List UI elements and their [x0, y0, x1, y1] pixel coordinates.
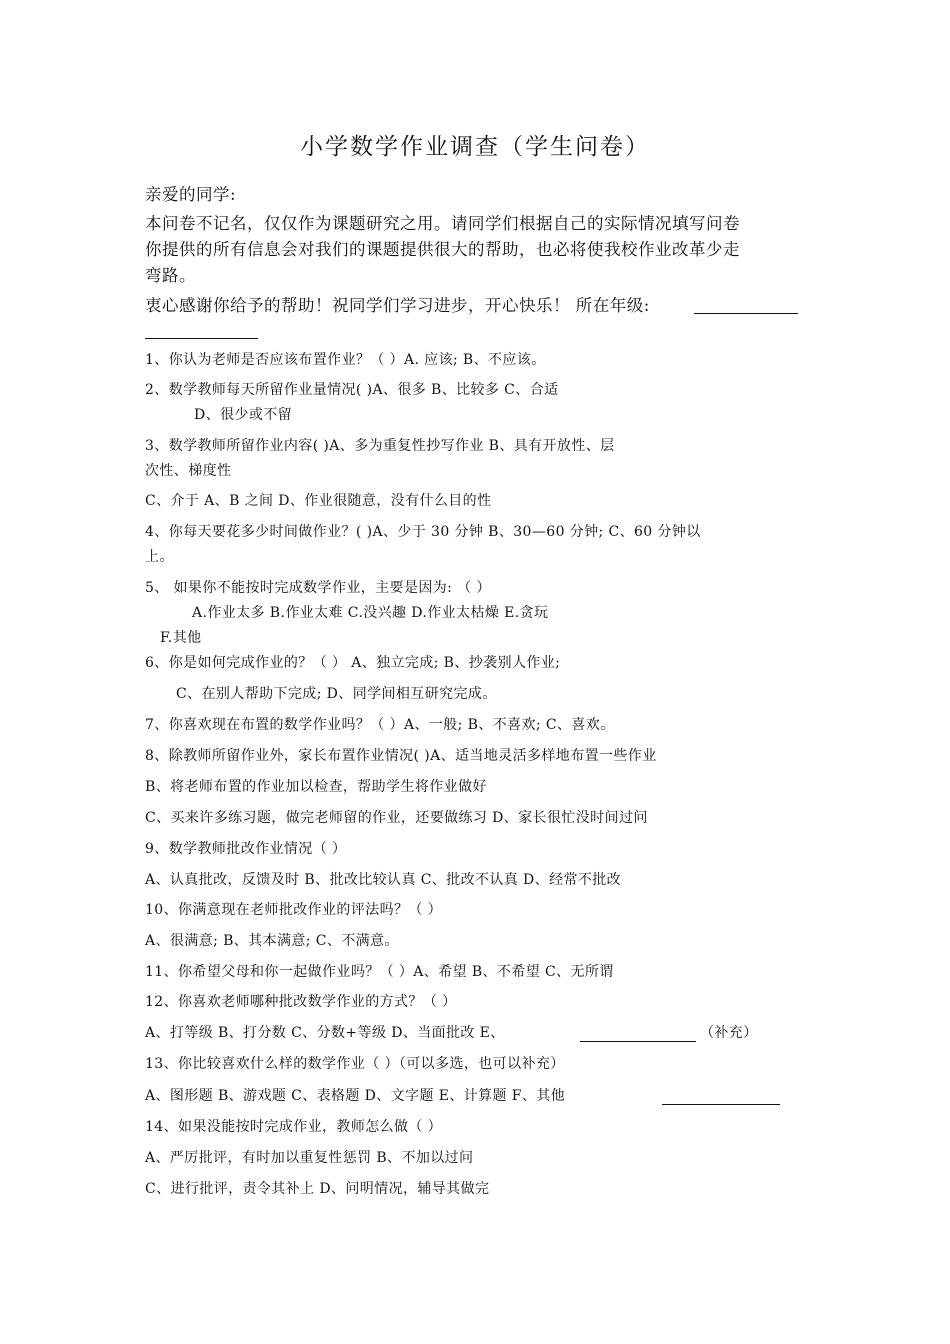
- question-7: 7、你喜欢现在布置的数学作业吗？（ ）A、一般; B、不喜欢; C、喜欢。: [145, 717, 615, 733]
- grade-blank-line-continued[interactable]: [145, 338, 258, 339]
- question-9: 9、数学教师批改作业情况（ ）: [145, 841, 347, 857]
- question-2-option-d: D、很少或不留: [194, 407, 293, 423]
- question-13-fill-blank[interactable]: [662, 1104, 780, 1105]
- intro-line-1: 本问卷不记名，仅仅作为课题研究之用。请同学们根据自己的实际情况填写问卷: [145, 214, 740, 233]
- question-3-options: C、介于 A、B 之间 D、作业很随意，没有什么目的性: [145, 493, 492, 509]
- question-11: 11、你希望父母和你一起做作业吗？（ ）A、希望 B、不希望 C、无所谓: [145, 964, 614, 980]
- question-5-options: A.作业太多 B.作业太难 C.没兴趣 D.作业太枯燥 E.贪玩: [192, 605, 549, 621]
- thanks-grade-line: 衷心感谢你给予的帮助！祝同学们学习进步，开心快乐！ 所在年级:: [145, 296, 650, 315]
- question-10-options: A、很满意; B、其本满意; C、不满意。: [145, 933, 399, 949]
- question-6: 6、你是如何完成作业的？（ ） A、独立完成; B、抄袭别人作业;: [145, 655, 561, 671]
- question-4-cont: 上。: [145, 549, 174, 565]
- question-14-options-ab: A、严厉批评，有时加以重复性惩罚 B、不加以过问: [145, 1150, 474, 1166]
- question-1: 1、你认为老师是否应该布置作业？（ ）A. 应该; B、不应该。: [145, 352, 546, 368]
- question-9-options: A、认真批改，反馈及时 B、批改比较认真 C、批改不认真 D、经常不批改: [145, 872, 622, 888]
- question-12: 12、你喜欢老师哪种批改数学作业的方式？（ ）: [145, 994, 457, 1010]
- question-3-cont: 次性、梯度性: [145, 463, 232, 479]
- question-12-suffix: （补充）: [700, 1025, 758, 1041]
- question-13-options: A、图形题 B、游戏题 C、表格题 D、文字题 E、计算题 F、其他: [145, 1088, 566, 1104]
- question-5: 5、 如果你不能按时完成数学作业，主要是因为: （ ）: [145, 580, 491, 596]
- intro-line-3: 弯路。: [145, 266, 196, 285]
- question-14: 14、如果没能按时完成作业，教师怎么做（ ）: [145, 1119, 443, 1135]
- question-8-option-b: B、将老师布置的作业加以检查，帮助学生将作业做好: [145, 779, 487, 795]
- question-8-options-cd: C、买来许多练习题，做完老师留的作业，还要做练习 D、家长很忙没时间过问: [145, 810, 648, 826]
- question-3: 3、数学教师所留作业内容( )A、多为重复性抄写作业 B、具有开放性、层: [145, 438, 615, 454]
- question-8: 8、除教师所留作业外，家长布置作业情况( )A、适当地灵活多样地布置一些作业: [145, 748, 657, 764]
- grade-blank-line[interactable]: [694, 313, 798, 314]
- question-13: 13、你比较喜欢什么样的数学作业（ ）（可以多选，也可以补充）: [145, 1056, 565, 1072]
- question-12-options: A、打等级 B、打分数 C、分数+等级 D、当面批改 E、: [145, 1025, 505, 1041]
- intro-line-2: 你提供的所有信息会对我们的课题提供很大的帮助，也必将使我校作业改革少走: [145, 240, 740, 259]
- question-2: 2、数学教师每天所留作业量情况( )A、很多 B、比较多 C、合适: [145, 382, 559, 398]
- question-6-options: C、在别人帮助下完成; D、同学间相互研究完成。: [176, 686, 497, 702]
- question-5-option-f: F.其他: [160, 630, 202, 646]
- question-12-fill-blank[interactable]: [580, 1041, 696, 1042]
- question-14-options-cd: C、进行批评，责令其补上 D、问明情况，辅导其做完: [145, 1181, 490, 1197]
- greeting: 亲爱的同学:: [145, 185, 237, 204]
- question-4: 4、你每天要花多少时间做作业？( )A、少于 30 分钟 B、30—60 分钟; C、60 分钟以: [145, 524, 701, 540]
- question-10: 10、你满意现在老师批改作业的评法吗？（ ）: [145, 902, 443, 918]
- page-title: 小学数学作业调查（学生问卷）: [300, 134, 650, 160]
